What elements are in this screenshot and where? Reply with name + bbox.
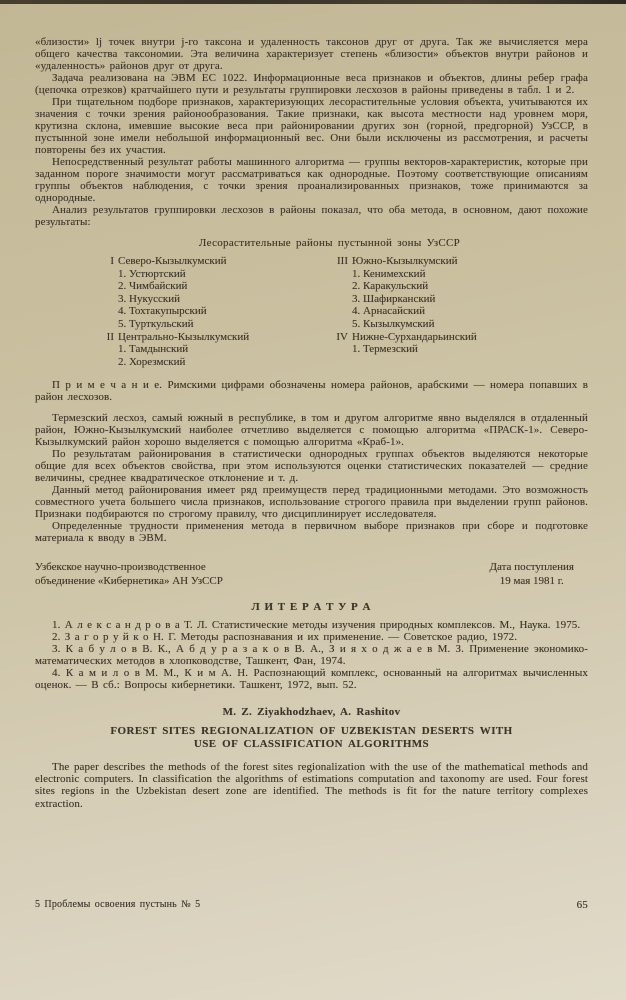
affiliation-line: объединение «Кибернетика» АН УзССР	[35, 574, 223, 587]
body-paragraph: Определенные трудности применения метода в первичном выборе признаков при сборе и подготовке материала к вводу в ЭВМ.	[35, 520, 588, 545]
reference-item: 4. К а м и л о в М. М., К и м А. Н. Распознающий комплекс, основанный на алгоритмах вычисленных оценок. — В сб.: Вопросы кибернетики. Ташкент, 1972, вып. 52.	[35, 666, 588, 691]
region-group-1	[96, 255, 330, 331]
note-paragraph: П р и м е ч а н и е. Римскими цифрами обозначены номера районов, арабскими — номера попавших в район лесхозов.	[35, 379, 588, 404]
body-paragraph: Задача реализована на ЭВМ ЕС 1022. Информационные веса признаков и объектов, длины ребер графа (цепочка отрезков) кратчайшего пути и результаты группировки лесхозов в районы приведены в табл. 1 и 2.	[35, 72, 588, 96]
region-item: 4. Тохтакупырский	[118, 305, 207, 318]
region-group-2	[96, 331, 330, 369]
region-item: 1. Тамдынский	[118, 343, 189, 356]
region-item: 3. Нукусский	[118, 292, 181, 305]
body-paragraph: Термезский лесхоз, самый южный в республике, в том и другом алгоритме явно выделялся в отдаленный район, Южно-Кызылкумский наиболее отчетливо выделяется с помощью алгоритма «ПРАСК-1». Северо-Кызылкумский район хорошо выделяется с помощью алгоритма «Краб-1».	[35, 412, 588, 449]
reference-item: 2. З а г о р у й к о Н. Г. Методы распознавания и их применение. — Советское радио, 1972.	[52, 631, 518, 644]
receipt-date-label: Дата поступления	[489, 561, 574, 574]
reference-item: 1. А л е к с а н д р о в а Т. Л. Статистические методы изучения природных комплексов. М., Наука. 1975.	[52, 619, 581, 632]
region-item: 2. Чимбайский	[118, 280, 188, 293]
region-item: 1. Кенимехский	[352, 267, 426, 280]
region-numeral: III	[337, 255, 348, 267]
region-name: Северо-Кызылкумский	[118, 255, 227, 267]
literature-heading: Л И Т Е Р А Т У Р А	[251, 601, 372, 614]
region-numeral: I	[110, 255, 114, 267]
page-content	[35, 36, 588, 810]
english-title	[35, 725, 588, 751]
affiliation-organization	[35, 561, 223, 588]
page-footer	[35, 899, 588, 911]
footer-imprint: 5 Проблемы освоения пустынь № 5	[35, 899, 201, 910]
regions-column-right	[330, 255, 477, 368]
affiliation-block	[35, 561, 588, 588]
region-group-3	[330, 255, 477, 331]
regions-list	[35, 255, 588, 368]
region-item: 5. Турткульский	[118, 317, 194, 330]
body-paragraph: При тщательном подборе признаков, характеризующих лесорастительные условия объекта, учитываются их значения с точки зрения районообразования. Такие признаки, как высота местности над уровнем моря, крутизна склона, имевшие высокие веса при районировании других зон (горной, предгорной) УзССР, в пустынной зоне имели небольшой информационный вес. Они были исключены из рассмотрения, и расчеты повторены без их участия.	[35, 96, 588, 156]
region-item: 1. Термезский	[352, 343, 418, 356]
region-numeral: II	[106, 330, 114, 343]
region-item: 2. Хорезмский	[118, 355, 186, 368]
region-group-4	[330, 331, 477, 356]
regions-heading: Лесорастительные районы пустынной зоны УзССР	[198, 237, 461, 249]
region-item: 4. Арнасайский	[352, 305, 425, 318]
region-item: 5. Кызылкумский	[352, 317, 435, 330]
body-paragraph: Анализ результатов группировки лесхозов в районы показал, что оба метода, в основном, дают похожие результаты:	[35, 204, 588, 228]
english-title-line: USE OF CLASSIFICATION ALGORITHMS	[193, 737, 430, 750]
english-title-line: FOREST SITES REGIONALIZATION OF UZBEKISTAN DESERTS WITH	[110, 724, 513, 737]
footer-page-number: 65	[576, 899, 588, 911]
receipt-date-value: 19 мая 1981 г.	[499, 574, 564, 587]
region-name: Центрально-Кызылкумский	[118, 330, 250, 343]
region-group-title	[330, 331, 477, 344]
reference-item: 3. К а б у л о в В. К., А б д у р а з а к о в В. А., З и я х о д ж а е в М. З. Применение экономико-математических методов в хлопководстве, Ташкент, Фан, 1974.	[35, 643, 588, 668]
region-item: 3. Шафирканский	[352, 292, 436, 305]
body-paragraph: По результатам районирования в статистически однородных группах объектов выделяются некоторые общие для всех объектов свойства, при этом используются оценки статистических показателей — средние величины, среднее квадратическое отклонение и т. д.	[35, 448, 588, 485]
regions-column-left	[96, 255, 330, 368]
region-numeral: IV	[336, 330, 348, 343]
english-authors: M. Z. Ziyakhodzhaev, A. Rashitov	[222, 705, 401, 718]
region-item: 2. Каракульский	[352, 280, 429, 293]
region-name: Нижне-Сурхандарьинский	[352, 330, 477, 343]
region-group-title	[96, 331, 330, 344]
affiliation-line: Узбекское научно-производственное	[35, 561, 206, 574]
region-group-title	[96, 255, 330, 268]
body-paragraph: «близости» lj точек внутри j-го таксона и удаленность таксонов друг от друга. Так же вычисляется мера общего качества таксономии. Эта величина характеризует степень «близости» объектов внутри районов и «удаленность» районов друг от друга.	[35, 36, 588, 72]
region-group-title	[330, 255, 477, 268]
region-item: 1. Устюртский	[118, 267, 186, 280]
region-name: Южно-Кызылкумский	[352, 255, 458, 267]
receipt-date-block	[490, 561, 588, 588]
english-abstract: The paper describes the methods of the forest sites regionalization with the use of the mathematical methods and electronic computers. In classification the algorithms of estimations computation and taxonomy are used. Four forest sites regions in the Uzbekistan desert zone are identified. The methods is fit for the nature territory complexes extraction.	[35, 760, 588, 810]
body-paragraph: Непосредственный результат работы машинного алгоритма — группы векторов-характеристик, которые при заданном пороге значимости могут рассматриваться как однородные. Поэтому соответствующие описаниям группы объектов наблюдения, с точки зрения проанализированных признаков, тоже принимаются за однородные.	[35, 156, 588, 204]
body-paragraph: Данный метод районирования имеет ряд преимуществ перед традиционными методами. Это возможность совместного учета большего числа признаков, использование строгого правила при выделении групп районов. Признаки подбираются по строгому правилу, что дисциплинирует исследователя.	[35, 484, 588, 521]
